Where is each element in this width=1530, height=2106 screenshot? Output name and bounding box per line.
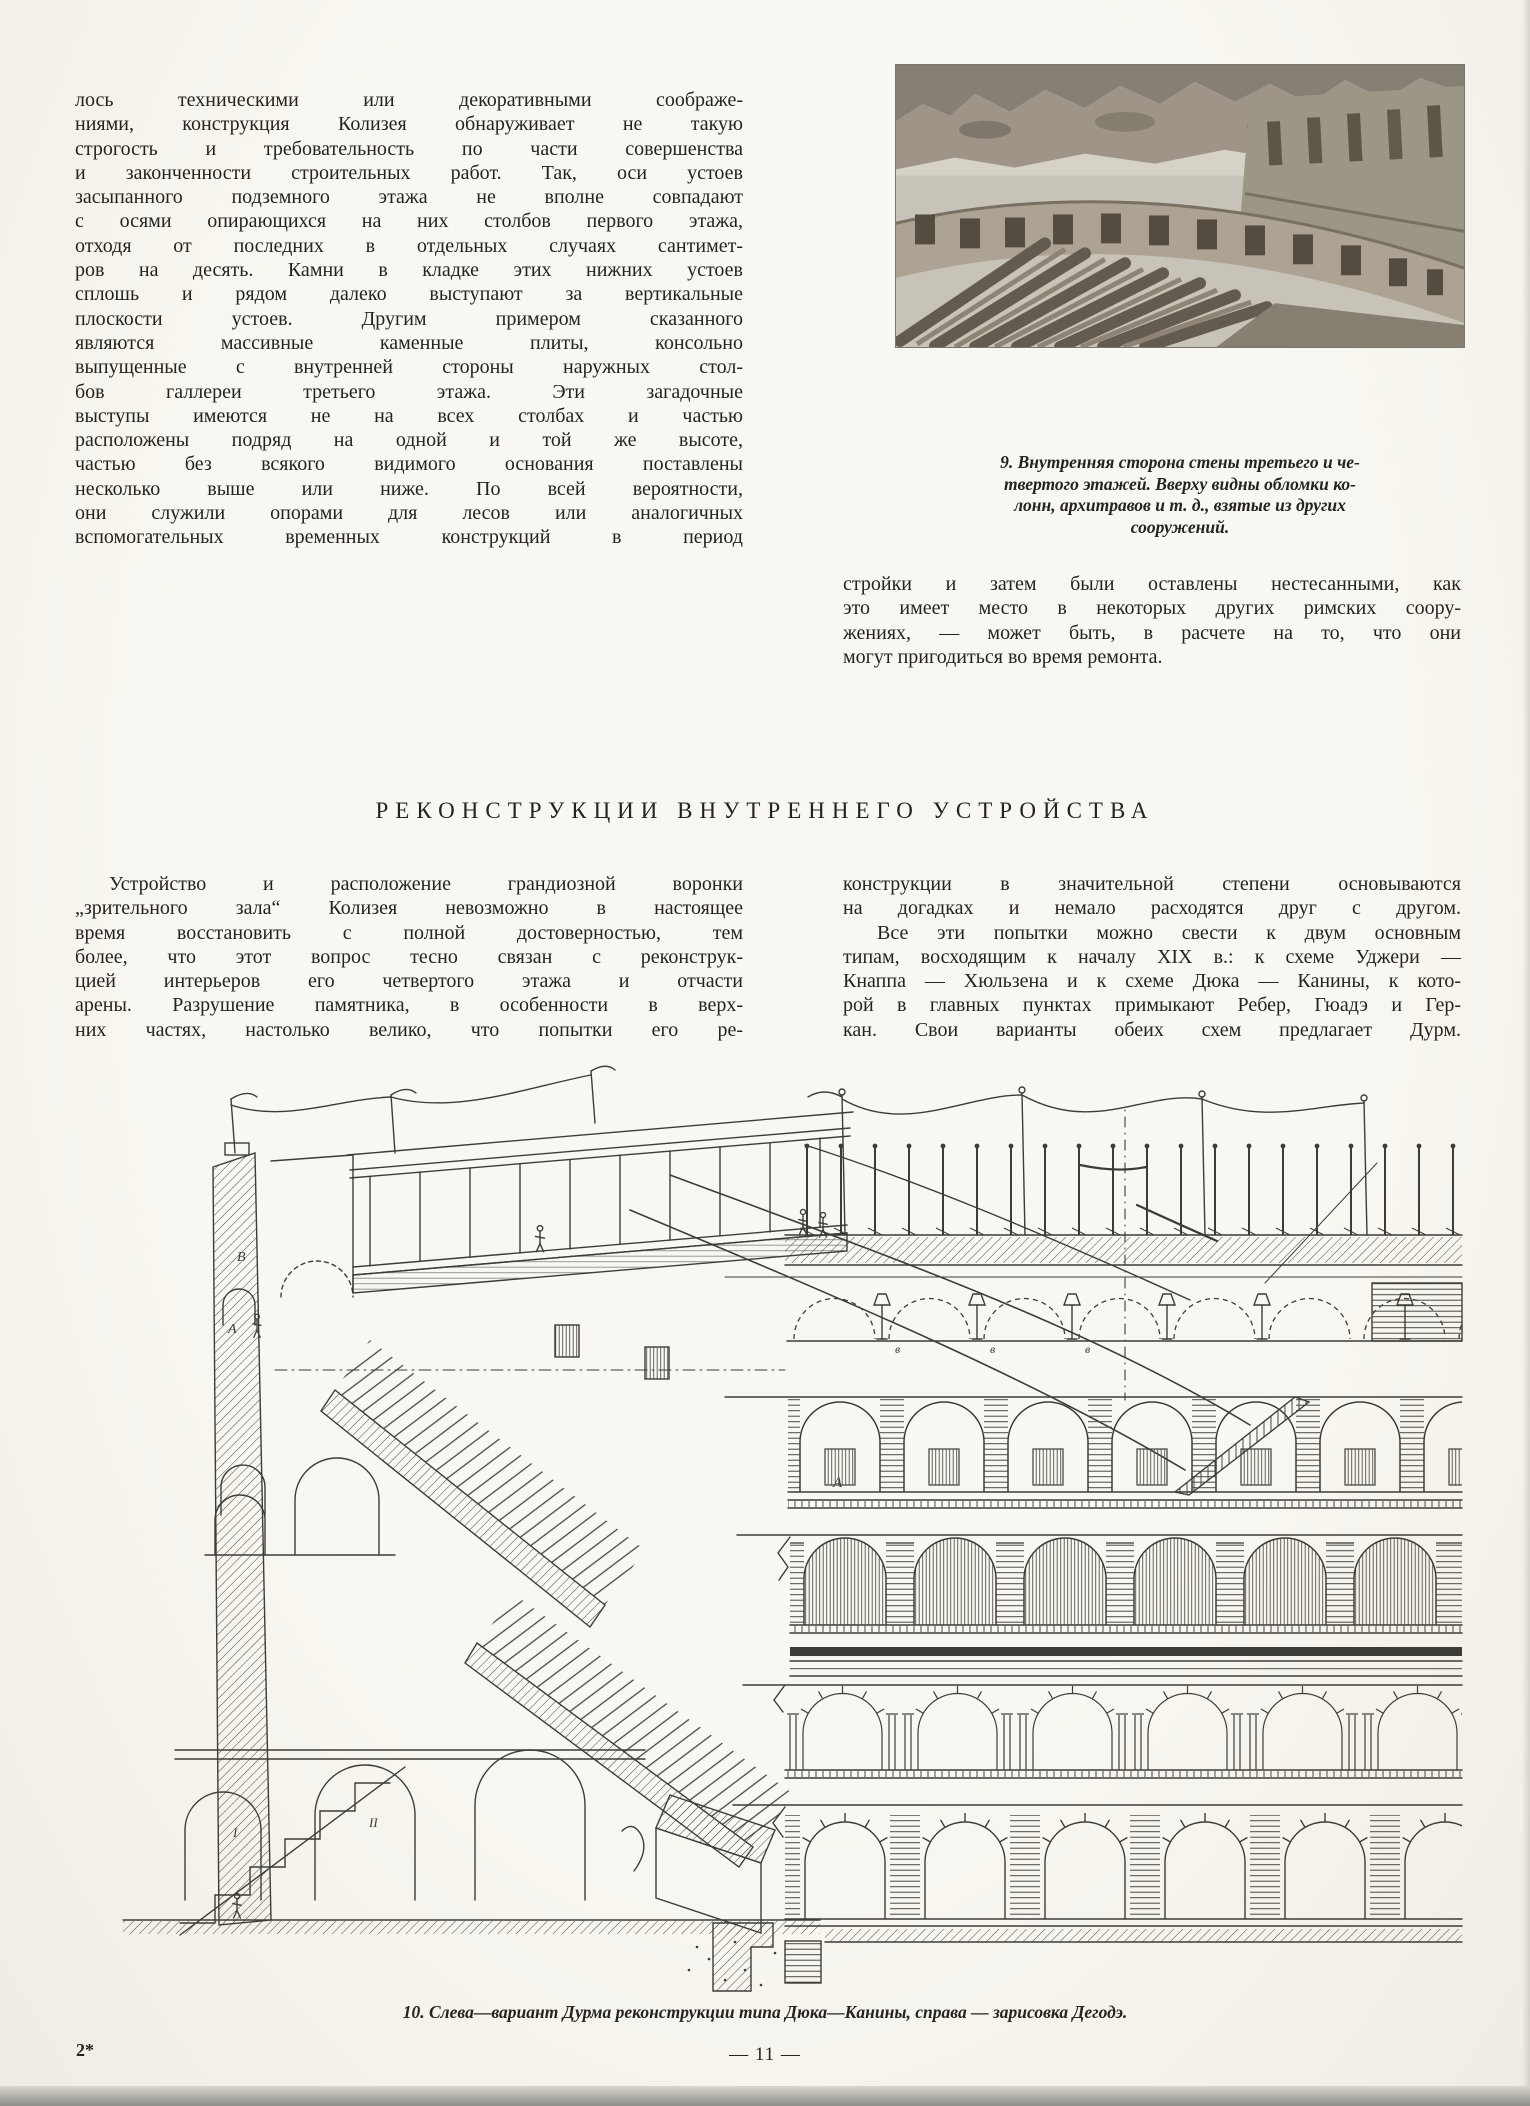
- text-line: ров на десять. Камни в кладке этих нижних устоев: [75, 259, 743, 282]
- figure-caption: 10. Слева—вариант Дурма реконструкции типа Дюка—Канины, справа — зарисовка Дегодэ.: [402, 2002, 1128, 2022]
- label-v-bracket-1: в: [895, 1342, 901, 1356]
- text-line: ниями, конструкция Колизея обнаруживает не такую: [75, 113, 743, 136]
- text-line: Кнаппа — Хюльзена и к схеме Дюка — Канины, к кото-: [843, 970, 1461, 993]
- text-line: рой в главных пунктах примыкают Ребер, Гюадэ и Гер-: [843, 994, 1461, 1017]
- text-line: выступы имеются не на всех столбах и частью: [75, 404, 743, 427]
- drawing-right-sketch: [725, 1087, 1462, 1942]
- text-line: засыпанного подземного этажа не вполне совпадают: [75, 186, 743, 209]
- text-line: бов галлереи третьего этажа. Эти загадочные: [75, 380, 743, 403]
- text-line: лось техническими или декоративными соображе-: [75, 89, 743, 111]
- text-line: и законченности строительных работ. Так, оси устоев: [75, 161, 743, 184]
- scan-bottom-edge: [0, 2086, 1530, 2106]
- text-line: время восстановить с полной достоверностью, тем: [75, 921, 743, 944]
- text-line: типам, восходящим к началу XIX в.: к схеме Уджери —: [843, 945, 1461, 968]
- text-line: них частях, настолько велико, что попытки его ре-: [75, 1018, 743, 1041]
- text-line: это имеет место в некоторых других римских соору-: [843, 597, 1461, 620]
- colosseum-photo-image: [895, 64, 1465, 348]
- text-line: лонн, архитравов и т. д., взятые из других: [1014, 495, 1346, 515]
- label-v-bracket-3: в: [1085, 1342, 1091, 1356]
- text-line: вспомогательных временных конструкций в период: [75, 526, 743, 549]
- text-line: на догадках и немало расходятся друг с другом.: [843, 897, 1461, 920]
- text-line: более, что этот вопрос тесно связан с реконструк-: [75, 945, 743, 968]
- scan-right-shade: [1522, 0, 1530, 2106]
- text-line: с осями опирающихся на них столбов первого этажа,: [75, 210, 743, 233]
- reconstruction-section-drawing: [85, 995, 1465, 1995]
- text-line: Все эти попытки можно свести к двум основным: [877, 921, 1461, 944]
- text-line: расположены подряд на одной и той же высоте,: [75, 429, 743, 452]
- paragraph-mid-right-1: [843, 872, 1461, 921]
- text-line: выпущенные с внутренней стороны наружных стол-: [75, 356, 743, 379]
- label-v-bracket-2: в: [990, 1342, 996, 1356]
- figure-10-drawing: [85, 995, 1465, 1995]
- text-line: отходя от последних в отдельных случаях сантимет-: [75, 234, 743, 257]
- label-v-upper: В: [237, 1250, 246, 1265]
- text-line: могут пригодиться во время ремонта.: [843, 645, 1163, 668]
- text-line: твертого этажей. Вверху видны обломки ко-: [1004, 473, 1356, 494]
- label-roman-1: I: [233, 1825, 238, 1840]
- text-line: 9. Внутренняя сторона стены третьего и че-: [1000, 452, 1360, 472]
- text-line: частью без всякого видимого основания поставлены: [75, 453, 743, 476]
- text-line: стройки и затем были оставлены нестесанными, как: [843, 573, 1461, 595]
- text-line: плоскости устоев. Другим примером сказанного: [75, 307, 743, 330]
- photo-caption: [900, 452, 1460, 538]
- paragraph-top-right: [843, 572, 1461, 669]
- paragraph-top-left: [75, 88, 743, 550]
- text-line: кан. Свои варианты обеих схем предлагает Дурм.: [843, 1018, 1461, 1041]
- text-line: жениях, — может быть, в расчете на то, что они: [843, 621, 1461, 644]
- page-number: — 11 —: [729, 2044, 801, 2065]
- text-line: Устройство и расположение грандиозной воронки: [109, 873, 743, 895]
- section-heading: РЕКОНСТРУКЦИИ ВНУТРЕННЕГО УСТРОЙСТВА: [375, 798, 1155, 823]
- printer-signature: 2*: [76, 2040, 94, 2060]
- text-line: цией интерьеров его четвертого этажа и отчасти: [75, 970, 743, 993]
- label-a-arcade: А: [833, 1475, 843, 1491]
- label-a-gallery: А: [228, 1322, 237, 1337]
- text-line: строгость и требовательность по части совершенства: [75, 137, 743, 160]
- text-line: сплошь и рядом далеко выступают за вертикальные: [75, 283, 743, 306]
- text-line: сооружений.: [1130, 516, 1230, 537]
- label-roman-2: II: [369, 1815, 378, 1830]
- text-line: они служили опорами для лесов или аналогичных: [75, 502, 743, 525]
- text-line: являются массивные каменные плиты, консольно: [75, 331, 743, 354]
- text-line: несколько выше или ниже. По всей вероятности,: [75, 477, 743, 500]
- photo-colosseum-inner-wall: [895, 64, 1465, 348]
- text-line: конструкции в значительной степени основываются: [843, 873, 1461, 895]
- text-line: арены. Разрушение памятника, в особенности в верх-: [75, 994, 743, 1017]
- text-line: „зрительного зала“ Колизея невозможно в настоящее: [75, 897, 743, 920]
